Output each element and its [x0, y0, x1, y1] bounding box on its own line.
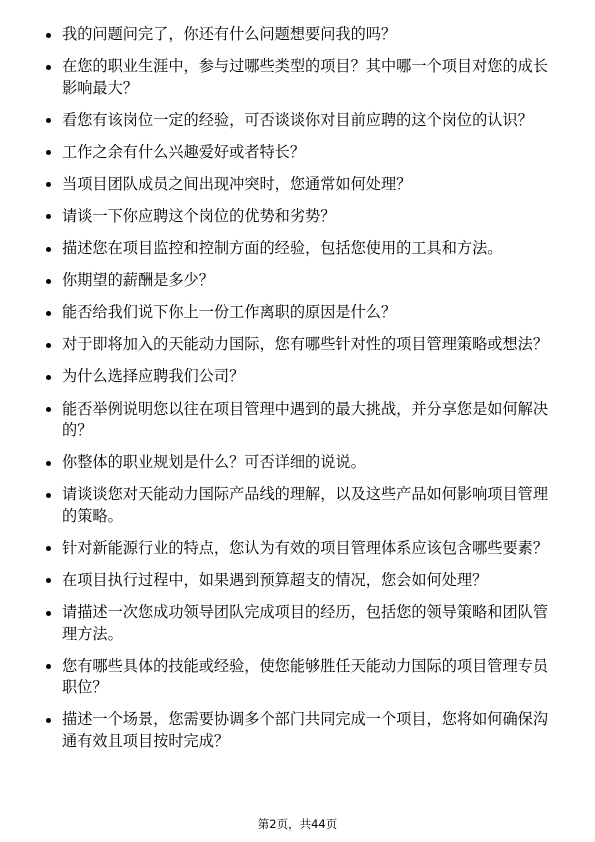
bullet-icon — [46, 578, 51, 583]
list-item — [46, 110, 560, 132]
bullet-icon — [46, 375, 51, 380]
bullet-icon — [46, 493, 51, 498]
list-item — [46, 656, 560, 699]
question-text: 描述一个场景，您需要协调多个部门共同完成一个项目，您将如何确保沟通有效且项目按时完成？ — [62, 710, 548, 750]
question-text: 能否举例说明您以往在项目管理中遇到的最大挑战，并分享您是如何解决的？ — [62, 399, 548, 440]
bullet-icon — [46, 150, 51, 155]
list-item — [46, 24, 560, 46]
bullet-icon — [46, 546, 51, 551]
list-item — [46, 174, 560, 196]
list-item — [46, 238, 560, 260]
bullet-icon — [46, 611, 51, 616]
bullet-icon — [46, 718, 51, 723]
list-item — [46, 452, 560, 474]
list-item — [46, 602, 560, 645]
question-list — [46, 24, 560, 763]
question-text: 对于即将加入的天能动力国际，您有哪些针对性的项目管理策略或想法？ — [62, 335, 548, 354]
question-text: 我的问题问完了，你还有什么问题想要问我的吗？ — [62, 25, 397, 43]
list-item — [46, 56, 560, 99]
bullet-icon — [46, 247, 51, 252]
question-text: 工作之余有什么兴趣爱好或者特长？ — [62, 142, 305, 161]
page-number: 第2页，共44页 — [257, 817, 338, 831]
list-item — [46, 302, 560, 324]
bullet-icon — [46, 311, 51, 316]
bullet-icon — [46, 461, 51, 466]
question-text: 你期望的薪酬是多少？ — [62, 271, 214, 290]
list-item — [46, 142, 560, 164]
question-text: 为什么选择应聘我们公司？ — [62, 367, 245, 386]
bullet-icon — [46, 33, 51, 38]
question-text: 您有哪些具体的技能或经验，使您能够胜任天能动力国际的项目管理专员职位？ — [62, 656, 548, 697]
question-text: 请描述一次您成功领导团队完成项目的经历，包括您的领导策略和团队管理方法。 — [62, 603, 548, 643]
question-text: 看您有该岗位一定的经验，可否谈谈你对目前应聘的这个岗位的认识？ — [62, 110, 533, 129]
bullet-icon — [46, 664, 51, 669]
question-text: 在项目执行过程中，如果遇到预算超支的情况，您会如何处理？ — [62, 570, 488, 589]
bullet-icon — [46, 407, 51, 412]
list-item — [46, 206, 560, 228]
list-item — [46, 570, 560, 592]
bullet-icon — [46, 343, 51, 348]
list-item — [46, 334, 560, 356]
list-item — [46, 399, 560, 442]
question-text: 能否给我们说下你上一份工作离职的原因是什么？ — [62, 303, 397, 322]
question-text: 描述您在项目监控和控制方面的经验，包括您使用的工具和方法。 — [62, 239, 503, 258]
question-text: 当项目团队成员之间出现冲突时，您通常如何处理？ — [62, 174, 412, 193]
question-text: 请谈谈您对天能动力国际产品线的理解，以及这些产品如何影响项目管理的策略。 — [62, 485, 548, 525]
bullet-icon — [46, 118, 51, 123]
list-item — [46, 538, 560, 560]
list-item — [46, 709, 560, 752]
question-text: 在您的职业生涯中，参与过哪些类型的项目？其中哪一个项目对您的成长影响最大？ — [62, 57, 548, 97]
list-item — [46, 484, 560, 527]
bullet-icon — [46, 214, 51, 219]
list-item — [46, 366, 560, 388]
question-text: 请谈一下你应聘这个岗位的优势和劣势？ — [62, 206, 336, 225]
bullet-icon — [46, 279, 51, 284]
list-item — [46, 270, 560, 292]
bullet-icon — [46, 65, 51, 70]
question-text: 你整体的职业规划是什么？可否详细的说说。 — [62, 453, 366, 472]
question-text: 针对新能源行业的特点，您认为有效的项目管理体系应该包含哪些要素？ — [62, 538, 548, 557]
bullet-icon — [46, 182, 51, 187]
